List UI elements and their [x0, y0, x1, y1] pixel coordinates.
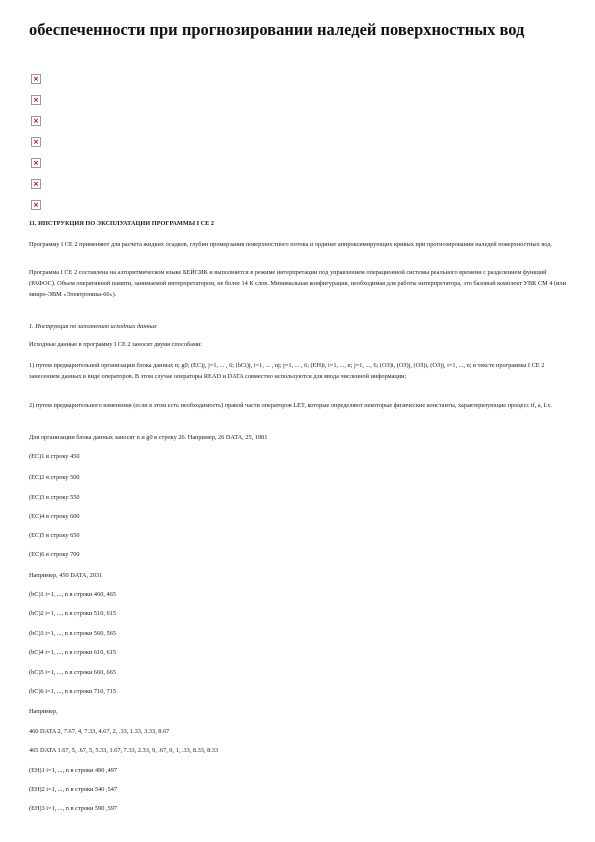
paragraph: Для организации блока данных заносят n и g0 в строку 26. Например, 26 DATA, 25, 1981: [29, 434, 268, 441]
list-item: (ЕН)3 i=1, ..., n в строки 590 ,597: [29, 805, 118, 812]
page-title: обеспеченности при прогнозировании наледей поверхностных вод: [29, 20, 525, 39]
section-heading: 11. ИНСТРУКЦИЯ ПО ЭКСПЛУАТАЦИИ ПРОГРАММЫ I CE 2: [29, 220, 215, 227]
subheading: 1. Инструкция по заполнению исходных данных: [29, 323, 157, 330]
broken-image-icon: ×: [31, 179, 41, 189]
list-item: (ЕС)2 в строку 500: [29, 474, 80, 481]
list-item: (bC)1 i=1, ..., n в строки 460, 465: [29, 591, 116, 598]
paragraph: Программа I CE 2 составлена на алгоритмическом языке БЕЙСИК и выполняется в режиме интерпретации под управлением операционной системы реального времени с разделением функций (РАФОС). Объем оперативной памяти, занимаемой интерпретатором, не более 14 К слов. Минимальная конфигурация, необходимая для работы интерпретатора, это базовый комплект УВК СМ 4 (или микро-ЭВМ «Электроника-60»).: [29, 269, 567, 298]
code-line: 460 DATA 2, 7.67, 4, 7.33, 4.67, 2, .33, 1.33, 3.33, 8.67: [29, 728, 170, 735]
paragraph: Например, 450 DATA, 2031: [29, 572, 103, 579]
paragraph: 2) путем предварительного изменения (если в этом есть необходимость) правой части операторов LET, которые определяют некоторые физические константы, характеризующие процесс tf, a, Lv.: [29, 402, 552, 409]
list-item: (ЕС)1 в строку 450: [29, 453, 80, 460]
broken-image-icon: ×: [31, 200, 41, 210]
broken-image-icon: ×: [31, 137, 41, 147]
paragraph: Например,: [29, 708, 58, 715]
list-item: (bC)4 i=1, ..., n в строки 610, 615: [29, 649, 116, 656]
list-item: (bC)2 i=1, ..., n в строки 510, 615: [29, 610, 116, 617]
list-item: (ЕС)5 в строку 650: [29, 532, 80, 539]
broken-image-icon: ×: [31, 74, 41, 84]
list-item: (ЕС)3 в строку 550: [29, 494, 80, 501]
list-item: (bC)6 i=1, ..., n в строки 710, 715: [29, 688, 116, 695]
paragraph: Программу I CE 2 применяют для расчета жидких осадков, глубин промерзания поверхностного потока и ординат аппроксимирующих кривых при прогнозировании наледей поверхностных вод.: [29, 241, 552, 248]
list-item: (ЕН)2 i=1, ..., n в строки 540 ,547: [29, 786, 118, 793]
list-item: (bC)5 i=1, ..., n в строки 660, 665: [29, 669, 116, 676]
broken-image-icon: ×: [31, 95, 41, 105]
list-item: (ЕН)1 i=1, ..., n в строки 490 ,497: [29, 767, 118, 774]
broken-image-icon: ×: [31, 116, 41, 126]
paragraph: Исходные данные в программу I CE 2 заносят двумя способами:: [29, 341, 203, 348]
list-item: (bC)3 i=1, ..., n в строки 560, 565: [29, 630, 116, 637]
list-item: (ЕС)6 в строку 700: [29, 551, 80, 558]
list-item: (ЕС)4 в строку 600: [29, 513, 80, 520]
code-line: 465 DATA 1.67, 5, .67, 5, 5.33, 1.67, 7.33, 2.33, 9, .67, 0, 1, .33, 8.33, 8.33: [29, 747, 219, 754]
broken-image-icon: ×: [31, 158, 41, 168]
paragraph: 1) путем предварительной организации блока данных n; g0; (ЕС)j, j=1, ... , 6; (bCi)j, i=1, ... , nj; j=1, ... , 6; (ЕН)i, i=1, ..., n; j=1, ..., 6; (ОЗ)i, (ОЗ)j, (ОЗ)i, (ОЗ)j, i=1, ..., n; в тексте программы I CE 2 занесением данных в виде операторов. В этом случае операторы READ и DATA совместно используются для ввода численной информации;: [29, 362, 545, 380]
